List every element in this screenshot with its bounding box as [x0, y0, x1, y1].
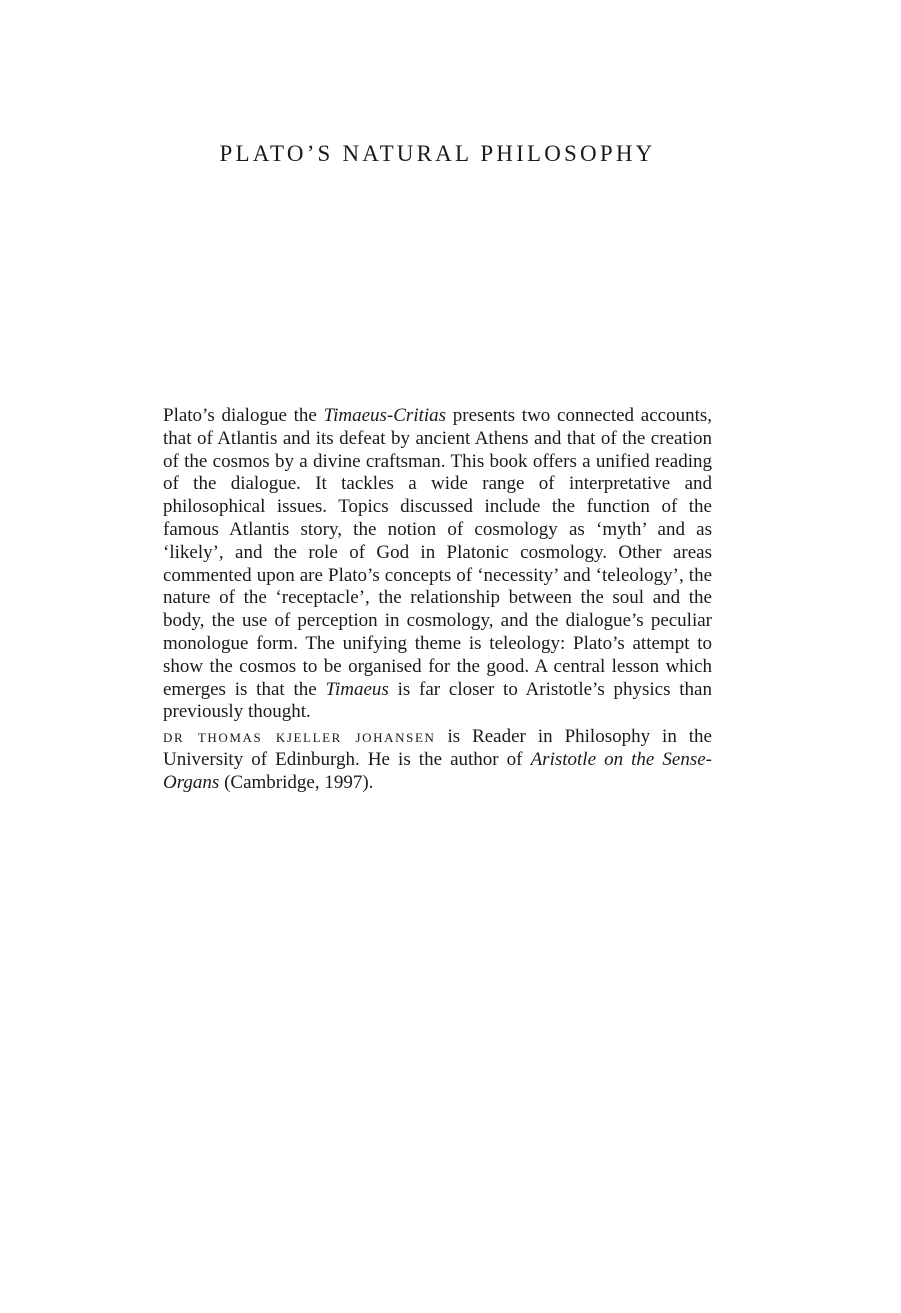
author-bio-book-title: Aristotle on the Sense-Organs: [163, 748, 712, 793]
author-bio-text-1: is Reader in Philosophy in the University of Edinburgh. He is the author of: [163, 726, 712, 770]
author-bio: [163, 726, 712, 794]
description-text-1: Plato’s dialogue the: [163, 405, 324, 426]
author-name: dr thomas kjeller johansen: [163, 726, 436, 747]
description-text-3: is far closer to Aristotle’s physics than previously thought.: [163, 678, 712, 723]
page-title: PLATO’S NATURAL PHILOSOPHY: [219, 141, 656, 166]
book-description: [163, 405, 712, 724]
description-italic-title: Timaeus-Critias: [323, 405, 447, 426]
description-italic-timaeus: Timaeus: [325, 678, 389, 700]
description-text-2: presents two connected accounts, that of Atlantis and its defeat by ancient Athens and that of the creation of the cosmos by a divine craftsman. This book offers a unified reading of the dialogue. It tackles a wide range of interpretative and philosophical issues. Topics discussed include the function of the famous Atlantis story, the notion of cosmology as ‘myth’ and as ‘likely’, and the role of God in Platonic cosmology. Other areas commented upon are Plato’s concepts of ‘necessity’ and ‘teleology’, the nature of the ‘receptacle’, the relationship between the soul and the body, the use of perception in cosmology, and the dialogue’s peculiar monologue form. The unifying theme is teleology: Plato’s attempt to show the cosmos to be organised for the good. A central lesson which emerges is that the: [163, 405, 712, 700]
author-bio-text-2: (Cambridge, 1997).: [219, 771, 374, 793]
